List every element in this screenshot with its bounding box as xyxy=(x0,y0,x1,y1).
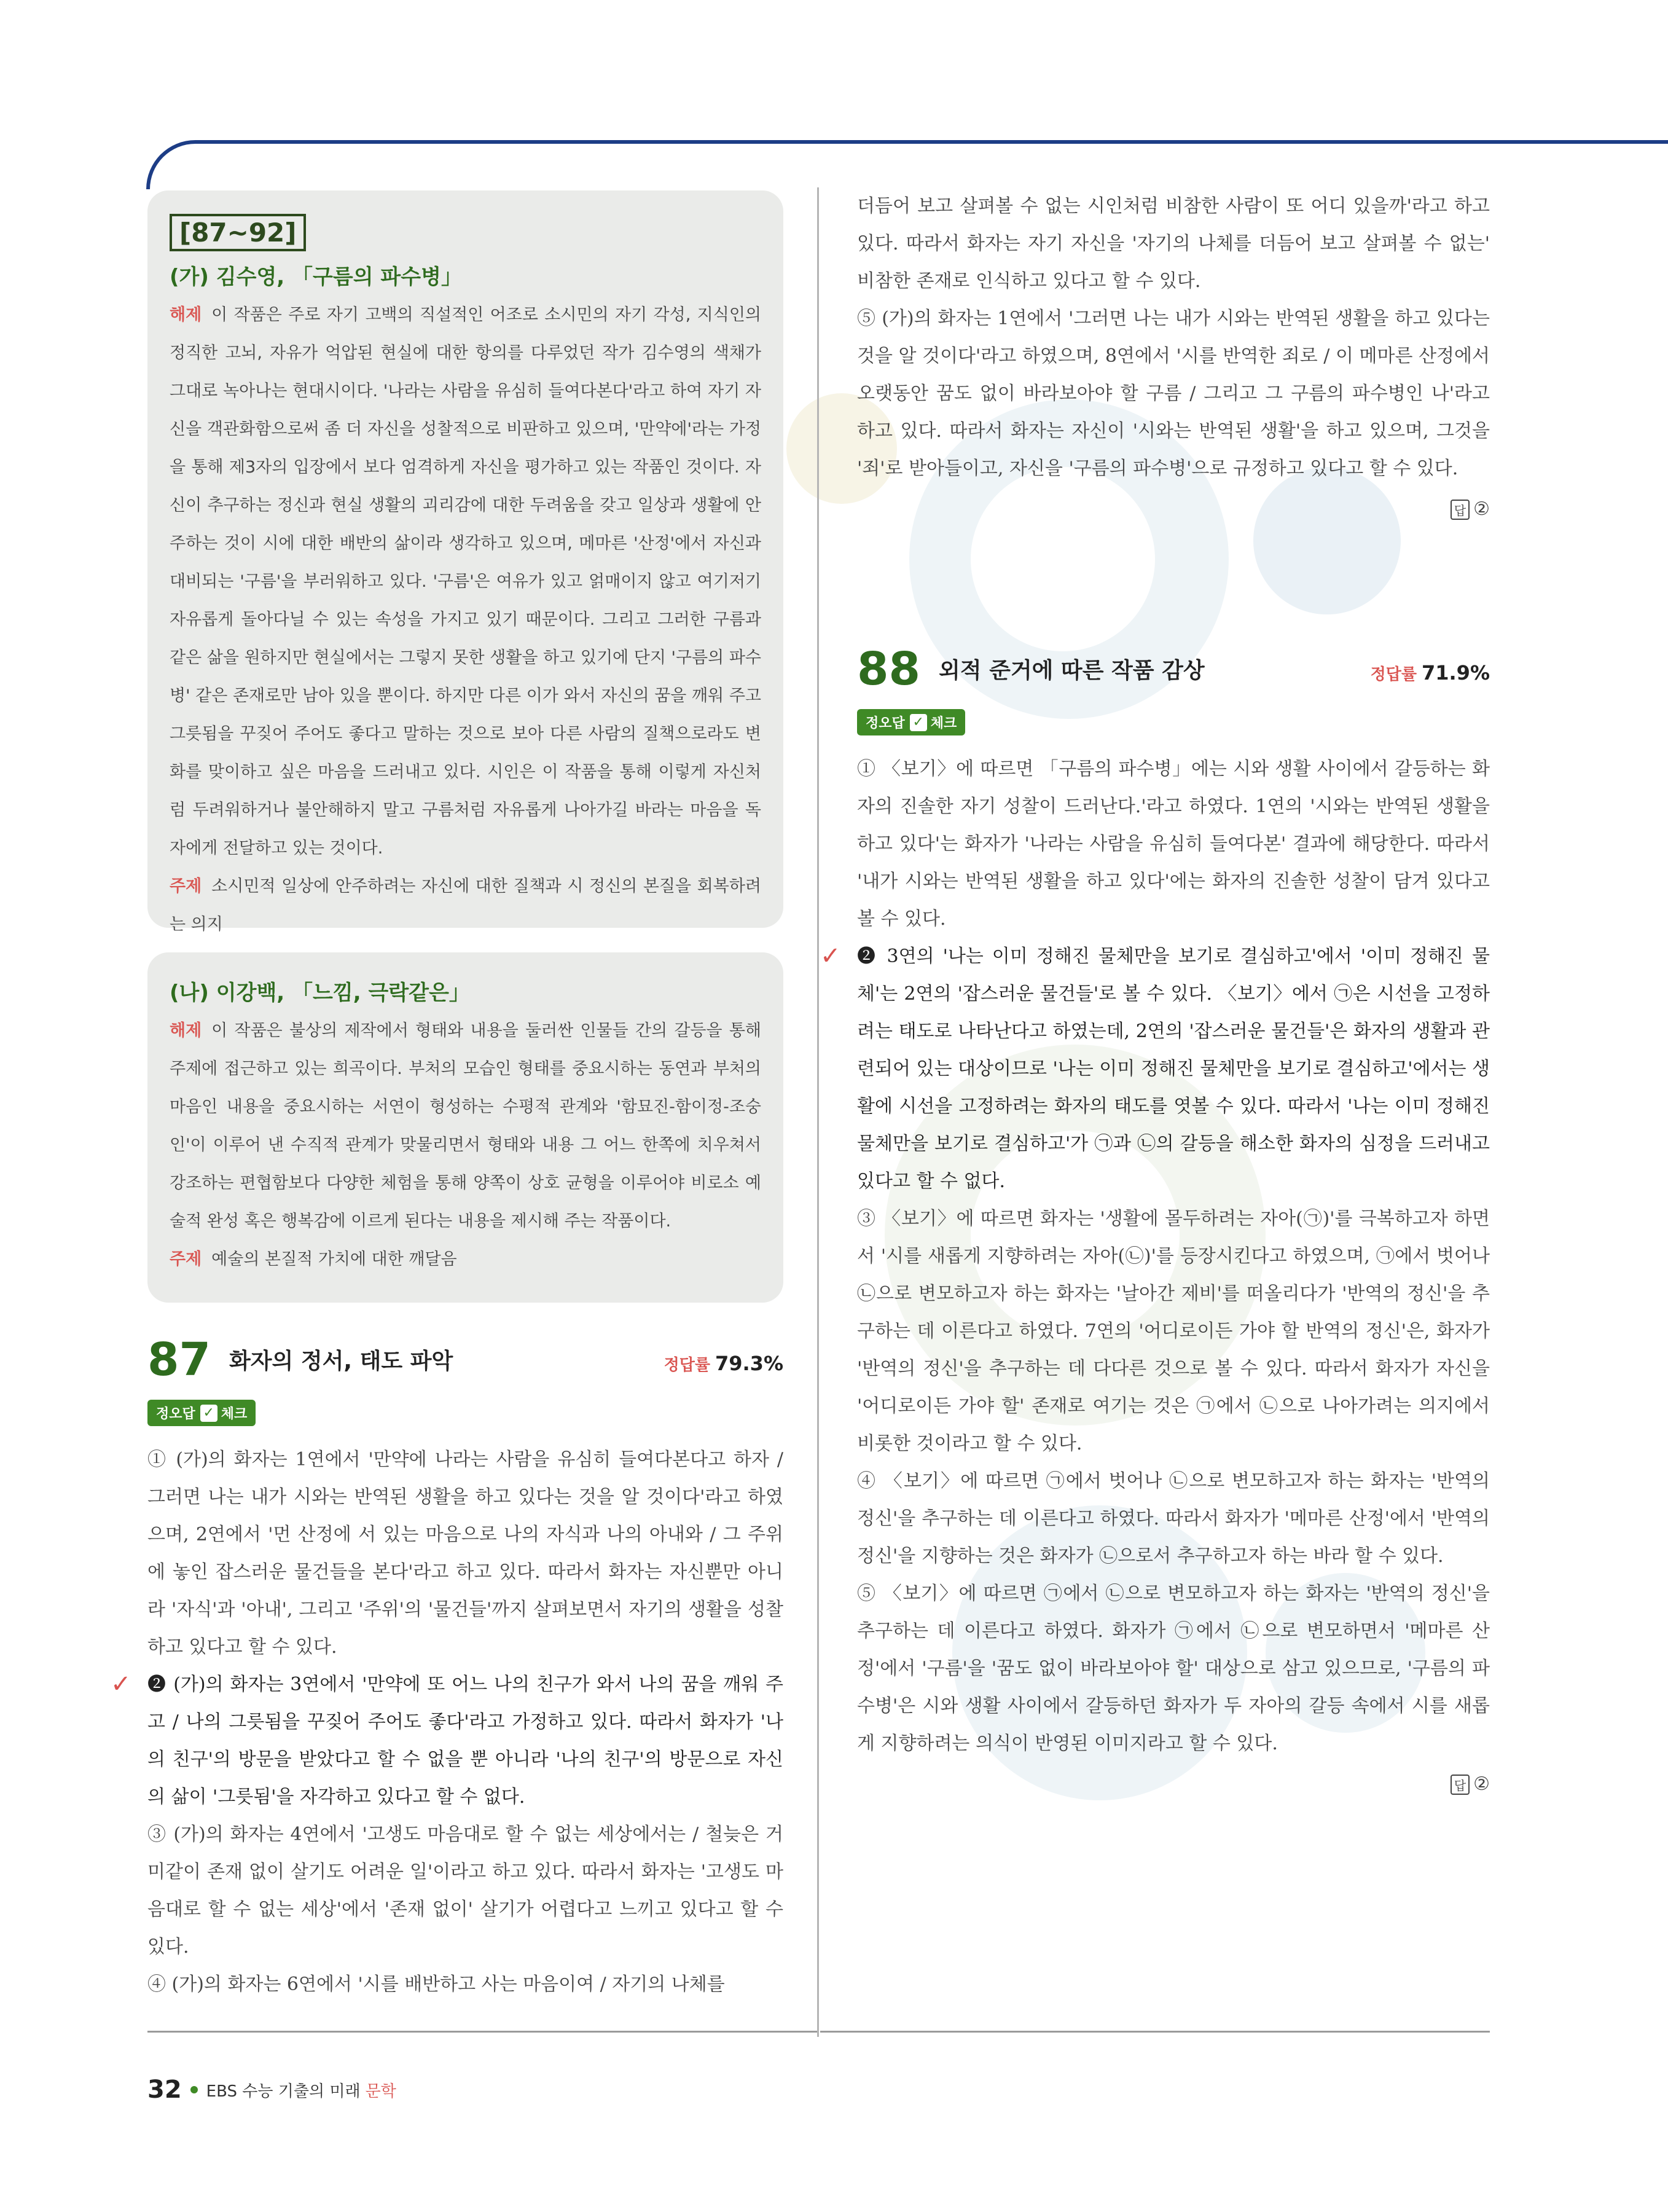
question-number: 88 xyxy=(857,643,920,696)
question-title: 화자의 정서, 태도 파악 xyxy=(229,1349,453,1374)
badge-label: 정오답 xyxy=(866,716,905,731)
answer-icon: 답 xyxy=(1451,1775,1470,1795)
answer-choice-3: ③ 〈보기〉에 따르면 화자는 '생활에 몰두하려는 자아(㉠)'를 극복하고자 하면서 '시를 새롭게 지향하려는 자아(㉡)'를 등장시킨다고 하였으며, ㉠에서 벗어나 ㉡으로 변모하고자 하는 화자는 '날아간 제비'를 떠올리다가 '반역의 정신'을 추구하는 데 이른다고 하였다. 7연의 '어디로이든 가야 할 반역의 정신'은, 화자가 '반역의 정신'을 추구하는 데 다다른 것으로 볼 수 있다. 따라서 화자가 자신을 '어디로이든 가야 할' 존재로 여기는 것은 ㉠에서 ㉡으로 나아가려는 의지에서 비롯한 것이라고 할 수 있다. xyxy=(857,1208,1490,1454)
answer-choice-1: ① (가)의 화자는 1연에서 '만약에 나라는 사람을 유심히 들여다본다고 하자 / 그러면 나는 내가 시와는 반역된 생활을 하고 있다는 것을 알 것이다'라고 하였으며, 2연에서 '먼 산정에 서 있는 마음으로 나의 자식과 나의 아내와 / 그 주위에 놓인 잡스러운 물건들을 본다'라고 하고 있다. 따라서 화자는 자신뿐만 아니라 '자식'과 '아내', 그리고 '주위'의 '물건들'까지 살펴보면서 자기의 생활을 성찰하고 있다고 할 수 있다. xyxy=(147,1449,783,1658)
work-title: (가) 김수영, 「구름의 파수병」 xyxy=(170,265,462,289)
header-band xyxy=(146,140,1668,189)
question-title: 외적 준거에 따른 작품 감상 xyxy=(938,658,1205,683)
answer-icon: 답 xyxy=(1451,500,1470,520)
answer-choice-4-continued: 더듬어 보고 살펴볼 수 없는 시인처럼 비참한 사람이 또 어디 있을까'라고 하고 있다. 따라서 화자는 자기 자신을 '자기의 나체를 더듬어 보고 살펴볼 수 없는' 비참한 존재로 인식하고 있다고 할 수 있다. xyxy=(857,195,1490,292)
juje-tag: 주제 xyxy=(170,877,202,896)
correct-rate-label: 정답률 xyxy=(664,1356,710,1375)
question-range: [87~92] xyxy=(170,214,306,251)
correct-rate-value: 79.3% xyxy=(715,1352,783,1375)
left-column xyxy=(111,190,783,2003)
question-number: 87 xyxy=(147,1333,211,1386)
check-icon: ✓ xyxy=(910,714,927,731)
answer-choice-2 xyxy=(111,1666,783,1816)
page-number: 32 xyxy=(147,2076,182,2104)
answer-key-value: ② xyxy=(1473,498,1490,520)
haeje-paragraph xyxy=(170,1012,761,1241)
juje-text: 예술의 본질적 가치에 대한 깨달음 xyxy=(211,1250,457,1269)
haeje-tag: 해제 xyxy=(170,305,202,324)
badge-check-label: 체크 xyxy=(930,716,957,731)
question-87-header xyxy=(147,1327,783,1386)
bottom-rule-left xyxy=(147,2031,817,2033)
haeje-tag: 해제 xyxy=(170,1021,202,1040)
answer-choice-4: ④ (가)의 화자는 6연에서 '시를 배반하고 사는 마음이여 / 자기의 나체를 xyxy=(147,1974,725,1995)
question-88-header xyxy=(857,637,1490,696)
juje-text: 소시민적 일상에 안주하려는 자신에 대한 질책과 시 정신의 본질을 회복하려는 의지 xyxy=(170,877,761,934)
answer-choice-2 xyxy=(820,938,1490,1200)
juje-paragraph xyxy=(170,868,761,944)
book-name: EBS 수능 기출의 미래 xyxy=(206,2082,361,2101)
answer-key-value: ② xyxy=(1473,1773,1490,1795)
check-badge xyxy=(147,1400,256,1426)
check-badge xyxy=(857,709,965,735)
juje-paragraph xyxy=(170,1241,761,1279)
haeje-text: 이 작품은 주로 자기 고백의 직설적인 어조로 소시민의 자기 각성, 지식인의 정직한 고뇌, 자유가 억압된 현실에 대한 항의를 다루었던 작가 김수영의 색채가 그대로 녹아나는 현대시이다. '나라는 사람을 유심히 들여다본다'라고 하여 자기 자신을 객관화함으로써 좀 더 자신을 성찰적으로 비판하고 있으며, '만약에'라는 가정을 통해 제3자의 입장에서 보다 엄격하게 자신을 평가하고 있는 작품인 것이다. 자신이 추구하는 정신과 현실 생활의 괴리감에 대한 두려움을 갖고 일상과 생활에 안주하는 것이 시에 대한 배반의 삶이라 생각하고 있으며, 메마른 '산정'에서 자신과 대비되는 '구름'을 부러워하고 있다. '구름'은 여유가 있고 얽매이지 않고 여기저기 자유롭게 돌아다닐 수 있는 속성을 가지고 있기 때문이다. 그리고 그러한 구름과 같은 삶을 원하지만 현실에서는 그렇지 못한 생활을 하고 있기에 단지 '구름의 파수병' 같은 존재로만 남아 있을 뿐이다. 하지만 다른 이가 와서 자신의 꿈을 깨워 주고 그릇됨을 꾸짖어 주어도 좋다고 말하는 것으로 보아 다른 사람의 질책으로라도 변화를 맞이하고 싶은 마음을 드러내고 있다. 시인은 이 작품을 통해 이렇게 자신처럼 두려워하거나 불안해하지 말고 구름처럼 자유롭게 나아가길 바라는 마음을 독자에게 전달하고 있는 것이다. xyxy=(170,305,761,858)
answer-choice-5: ⑤ 〈보기〉에 따르면 ㉠에서 ㉡으로 변모하고자 하는 화자는 '반역의 정신'을 추구하는 데 이른다고 하였다. 화자가 ㉠에서 ㉡으로 변모하면서 '메마른 산정'에서 '구름'을 '꿈도 없이 바라보아야 할' 대상으로 삼고 있으므로, '구름의 파수병'은 시와 생활 사이에서 갈등하던 화자가 두 자아의 갈등 속에서 시를 새롭게 지향하려는 의식이 반영된 이미지라고 할 수 있다. xyxy=(857,1583,1490,1754)
badge-check-label: 체크 xyxy=(221,1406,248,1422)
juje-tag: 주제 xyxy=(170,1250,202,1269)
answer-choice-5: ⑤ (가)의 화자는 1연에서 '그러면 나는 내가 시와는 반역된 생활을 하고 있다는 것을 알 것이다'라고 하였으며, 8연에서 '시를 반역한 죄로 / 이 메마른 산정에서 오랫동안 꿈도 없이 바라보아야 할 구름 / 그리고 그 구름의 파수병인 나'라고 하고 있다. 따라서 화자는 자신이 '시와는 반역된 생활'을 하고 있으며, 그것을 '죄'로 받아들이고, 자신을 '구름의 파수병'으로 규정하고 있다고 할 수 있다. xyxy=(857,308,1490,479)
footer-dot-icon xyxy=(190,2086,198,2093)
column-divider xyxy=(817,187,819,2037)
page-footer xyxy=(147,2076,396,2104)
commentary-box-na xyxy=(147,952,783,1303)
book-title xyxy=(206,2079,396,2101)
answer-choice-2-text: ❷ (가)의 화자는 3연에서 '만약에 또 어느 나의 친구가 와서 나의 꿈을 깨워 주고 / 나의 그릇됨을 꾸짖어 주어도 좋다'라고 가정하고 있다. 따라서 화자가 '나의 친구'의 방문을 받았다고 할 수 없을 뿐 아니라 '나의 친구'의 방문으로 자신의 삶이 '그릇됨'을 자각하고 있다고 할 수 없다. xyxy=(147,1674,783,1808)
check-icon: ✓ xyxy=(200,1405,217,1422)
correct-rate xyxy=(1371,661,1490,684)
haeje-paragraph xyxy=(170,296,761,868)
correct-rate-label: 정답률 xyxy=(1370,665,1417,684)
commentary-box-ga xyxy=(147,190,783,934)
bottom-rule-right xyxy=(820,2031,1490,2033)
work-title: (나) 이강백, 「느낌, 극락같은」 xyxy=(170,981,470,1005)
correct-rate-value: 71.9% xyxy=(1421,661,1490,684)
answer-choice-4: ④ 〈보기〉에 따르면 ㉠에서 벗어나 ㉡으로 변모하고자 하는 화자는 '반역의 정신'을 추구하는 데 이른다고 하였다. 따라서 화자가 '메마른 산정'에서 '반역의 정신'을 지향하는 것은 화자가 ㉡으로서 추구하고자 하는 바라 할 수 있다. xyxy=(857,1470,1490,1567)
book-subject: 문학 xyxy=(365,2082,396,2101)
right-column xyxy=(820,187,1490,1795)
answer-choice-1: ① 〈보기〉에 따르면 「구름의 파수병」에는 시와 생활 사이에서 갈등하는 화자의 진솔한 자기 성찰이 드러난다.'라고 하였다. 1연의 '시와는 반역된 생활을 하고 있다'는 화자가 '나라는 사람을 유심히 들여다본' 결과에 해당한다. 따라서 '내가 시와는 반역된 생활을 하고 있다'에는 화자의 진솔한 성찰이 담겨 있다고 볼 수 있다. xyxy=(857,758,1490,930)
answer-key xyxy=(857,498,1490,520)
answer-choice-2-text: ❷ 3연의 '나는 이미 정해진 물체만을 보기로 결심하고'에서 '이미 정해진 물체'는 2연의 '잡스러운 물건들'로 볼 수 있다. 〈보기〉에서 ㉠은 시선을 고정하려는 태도로 나타난다고 하였는데, 2연의 '잡스러운 물건들'은 화자의 생활과 관련되어 있는 대상이므로 '나는 이미 정해진 물체만을 보기로 결심하고'에서는 생활에 시선을 고정하려는 화자의 태도를 엿볼 수 있다. 따라서 '나는 이미 정해진 물체만을 보기로 결심하고'가 ㉠과 ㉡의 갈등을 해소한 화자의 심정을 드러내고 있다고 할 수 없다. xyxy=(857,946,1490,1192)
badge-label: 정오답 xyxy=(156,1406,195,1422)
correct-rate xyxy=(664,1352,783,1375)
correct-check-icon: ✓ xyxy=(820,942,841,970)
haeje-text: 이 작품은 불상의 제작에서 형태와 내용을 둘러싼 인물들 간의 갈등을 통해 주제에 접근하고 있는 희곡이다. 부처의 모습인 형태를 중요시하는 동연과 부처의 마음인 내용을 중요시하는 서연이 형성하는 수평적 관계와 '함묘진-함이정-조숭인'이 이루어 낸 수직적 관계가 맞물리면서 형태와 내용 그 어느 한쪽에 치우쳐서 강조하는 편협함보다 다양한 체험을 통해 양쪽이 상호 균형을 이루어야 비로소 예술적 완성 혹은 행복감에 이르게 된다는 내용을 제시해 주는 작품이다. xyxy=(170,1021,761,1231)
answer-choice-3: ③ (가)의 화자는 4연에서 '고생도 마음대로 할 수 없는 세상에서는 / 철늦은 거미같이 존재 없이 살기도 어려운 일'이라고 하고 있다. 따라서 화자는 '고생도 마음대로 할 수 없는 세상'에서 '존재 없이' 살기가 어렵다고 느끼고 있다고 할 수 있다. xyxy=(147,1824,783,1958)
correct-check-icon: ✓ xyxy=(111,1670,131,1698)
answer-key xyxy=(857,1773,1490,1795)
